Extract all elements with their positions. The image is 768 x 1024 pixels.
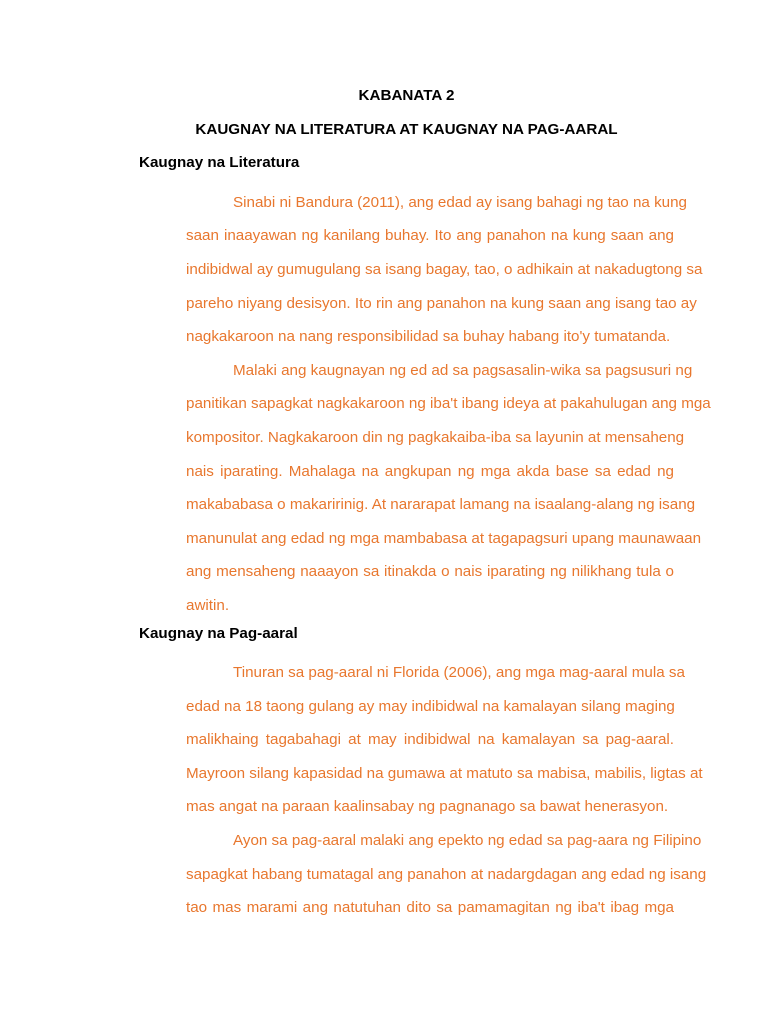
paragraph-line: saan inaayawan ng kanilang buhay. Ito ang panahon na kung saan ang xyxy=(186,227,674,245)
paragraph-line: Tinuran sa pag-aaral ni Florida (2006), ang mga mag-aaral mula sa xyxy=(233,664,685,682)
document-content xyxy=(139,85,711,925)
paragraph-line: ang mensaheng naaayon sa itinakda o nais iparating ng nilikhang tula o xyxy=(186,563,674,581)
paragraph-line: makababasa o makaririnig. At nararapat lamang na isaalang-alang ng isang xyxy=(186,496,696,514)
paragraph-line: kompositor. Nagkakaroon din ng pagkakaiba-iba sa layunin at mensaheng xyxy=(186,428,685,446)
paragraph xyxy=(139,656,703,824)
paragraph-line: nagkakaroon na nang responsibilidad sa buhay habang ito'y tumatanda. xyxy=(186,328,671,346)
paragraph-line: awitin. xyxy=(186,596,230,614)
paragraph-line: pareho niyang desisyon. Ito rin ang panahon na kung saan ang isang tao ay xyxy=(186,294,697,312)
paragraph xyxy=(139,186,703,354)
paragraph xyxy=(139,824,707,925)
paragraph-line: Mayroon silang kapasidad na gumawa at matuto sa mabisa, mabilis, ligtas at xyxy=(186,764,703,782)
paragraph-line: tao mas marami ang natutuhan dito sa pamamagitan ng iba't ibag mga xyxy=(186,899,674,917)
paragraph-line: sapagkat habang tumatagal ang panahon at nadargdagan ang edad ng isang xyxy=(186,865,707,883)
paragraph-line: indibidwal ay gumugulang sa isang bagay, tao, o adhikain at nakadugtong sa xyxy=(186,260,703,278)
section-heading-literatura: Kaugnay na Literatura xyxy=(139,154,300,172)
paragraph-line: nais iparating. Mahalaga na angkupan ng mga akda base sa edad ng xyxy=(186,462,674,480)
paragraph-line: edad na 18 taong gulang ay may indibidwal na kamalayan silang maging xyxy=(186,697,675,715)
paragraph-line: Ayon sa pag-aaral malaki ang epekto ng edad sa pag-aara ng Filipino xyxy=(233,832,702,850)
paragraph-line: manunulat ang edad ng mga mambabasa at tagapagsuri upang maunawaan xyxy=(186,529,702,547)
paragraph xyxy=(139,354,711,623)
section-heading-pag-aaral: Kaugnay na Pag-aaral xyxy=(139,624,298,642)
chapter-title: KABANATA 2 xyxy=(358,87,455,104)
paragraph-line: malikhaing tagabahagi at may indibidwal na kamalayan sa pag-aaral. xyxy=(186,731,674,749)
paragraph-line: panitikan sapagkat nagkakaroon ng iba't ibang ideya at pakahulugan ang mga xyxy=(186,395,711,413)
paragraph-line: Sinabi ni Bandura (2011), ang edad ay isang bahagi ng tao na kung xyxy=(233,193,687,211)
chapter-subtitle: KAUGNAY NA LITERATURA AT KAUGNAY NA PAG-AARAL xyxy=(195,120,618,138)
paragraph-line: mas angat na paraan kaalinsabay ng pagnanago sa bawat henerasyon. xyxy=(186,798,669,816)
paragraph-line: Malaki ang kaugnayan ng ed ad sa pagsasalin-wika sa pagsusuri ng xyxy=(233,361,693,379)
